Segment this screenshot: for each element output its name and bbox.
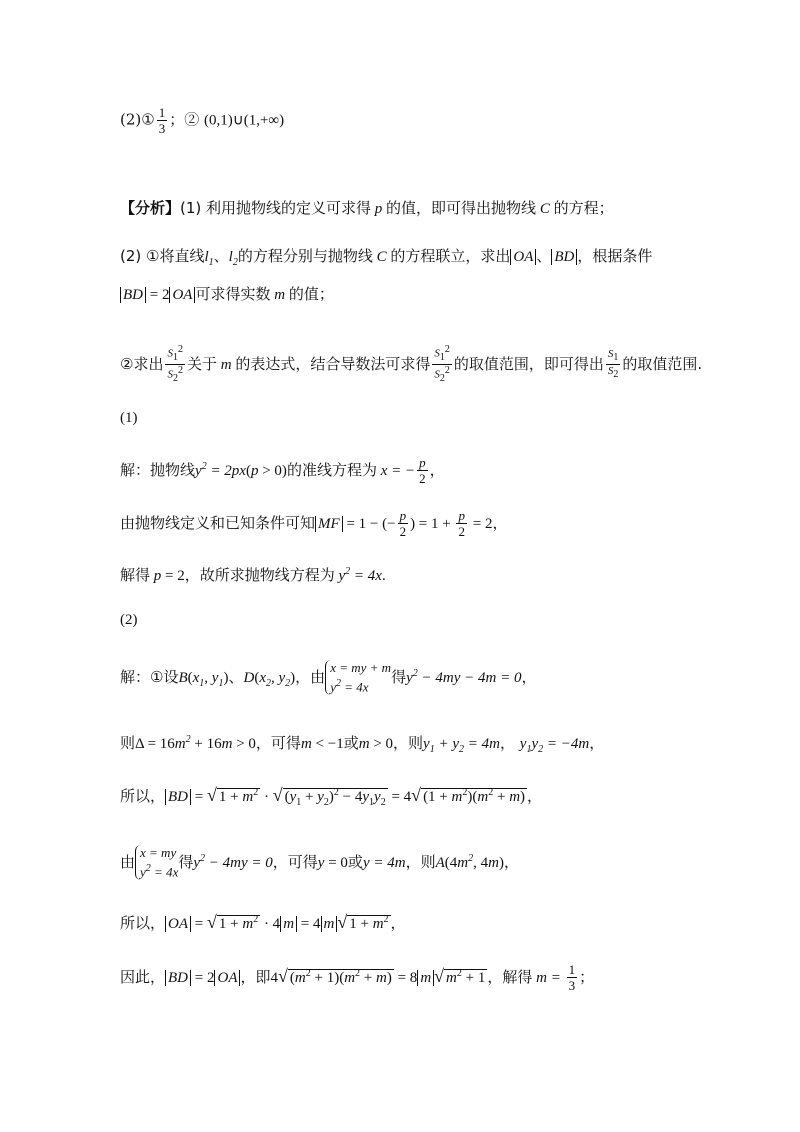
part2-solution-line-4: 由 x = my $y^2 = 4x$ 得$y^2 - 4my = 0$，可得y = 0或y = 4m，则$A(4m^2$, 4m)， [120, 845, 519, 880]
analysis-line-2: (2) ①将直线$l_1$、$l_2$的方程分别与抛物线 C 的方程联立，求出 OA 、 BD ，根据条件 [120, 247, 653, 268]
part2-solution-line-3: 所以， BD = √ $1 + m^2$ · √ $(y_1 + y_2)^2 - 4y_1y_2 = 4√$ $(1 + m^2)(m^2 + m)$ ， [120, 785, 543, 808]
answer-part-label: (2)① [120, 110, 155, 129]
analysis-line-1: 【分析】(1) 利用抛物线的定义可求得 p 的值，即可得出抛物线 C 的方程； [120, 199, 614, 217]
answer-fraction: $\frac{1}{3}$ [158, 105, 166, 136]
equation-system-1: x = my + m $y^2 = 4x$ [325, 660, 391, 695]
analysis-label: 【分析】 [120, 199, 181, 217]
part1-solution-line-3: 解得 p = 2，故所求抛物线方程为 $y^2 = 4x$. [120, 566, 386, 584]
part2-solution-line-6: 因此， BD = 2 OA ，即4√ $(m^2 + 1)(m^2 + m) = 8$ m √ $m^2 + 1$ ，解得 m = $\frac{1}{3}$ ； [120, 962, 595, 993]
answer-interval: (0,1)∪(1,+∞) [204, 112, 285, 129]
part1-solution-line-2: 由抛物线定义和已知条件可知 MF = 1 − (− $\frac{p}{2}$ ) = 1 + $\frac{p}{2}$ = 2， [120, 508, 508, 539]
analysis-line-3: BD = 2 OA 可求得实数 m 的值； [120, 284, 334, 305]
equation-system-2: x = my $y^2 = 4x$ [135, 845, 178, 880]
part2-solution-line-1: 解：①设$B(x_1$, $y_1$)、$D(x_2$, $y_2$)，由 x = my + m $y^2 = 4x$ 得$y^2 - 4my - 4m = 0$， [120, 660, 537, 695]
part1-label: (1) [120, 410, 138, 426]
answer-line: (2)① $\frac{1}{3}$ ；② (0,1)∪(1,+∞) [120, 105, 285, 136]
part1-solution-line-1: 解：抛物线$y^2 = 2px(p > 0)$的准线方程为 x = − $\frac{p}{2}$ ， [120, 455, 445, 486]
part2-solution-line-5: 所以， OA = √ $1 + m^2 \cdot 4$ m = 4 m √ $1 + m^2$ ， [120, 912, 406, 932]
part2-label: (2) [120, 612, 138, 628]
analysis-line-4: ②求出 $\frac{S_1^2}{S_2^2}$ 关于 m 的表达式，结合导数法可求得 $\frac{S_1^2}{S_2^2}$ 的取值范围，即可得出 $\frac{S_1}{S_2}$ 的取值范围. [120, 344, 703, 384]
part2-solution-line-2: 则$\Delta = 16m^2 + 16m > 0$，可得m < −1或m > 0，则$y_1 + y_2 = 4m$， $y_1y_2 = -4m$， [120, 734, 605, 755]
